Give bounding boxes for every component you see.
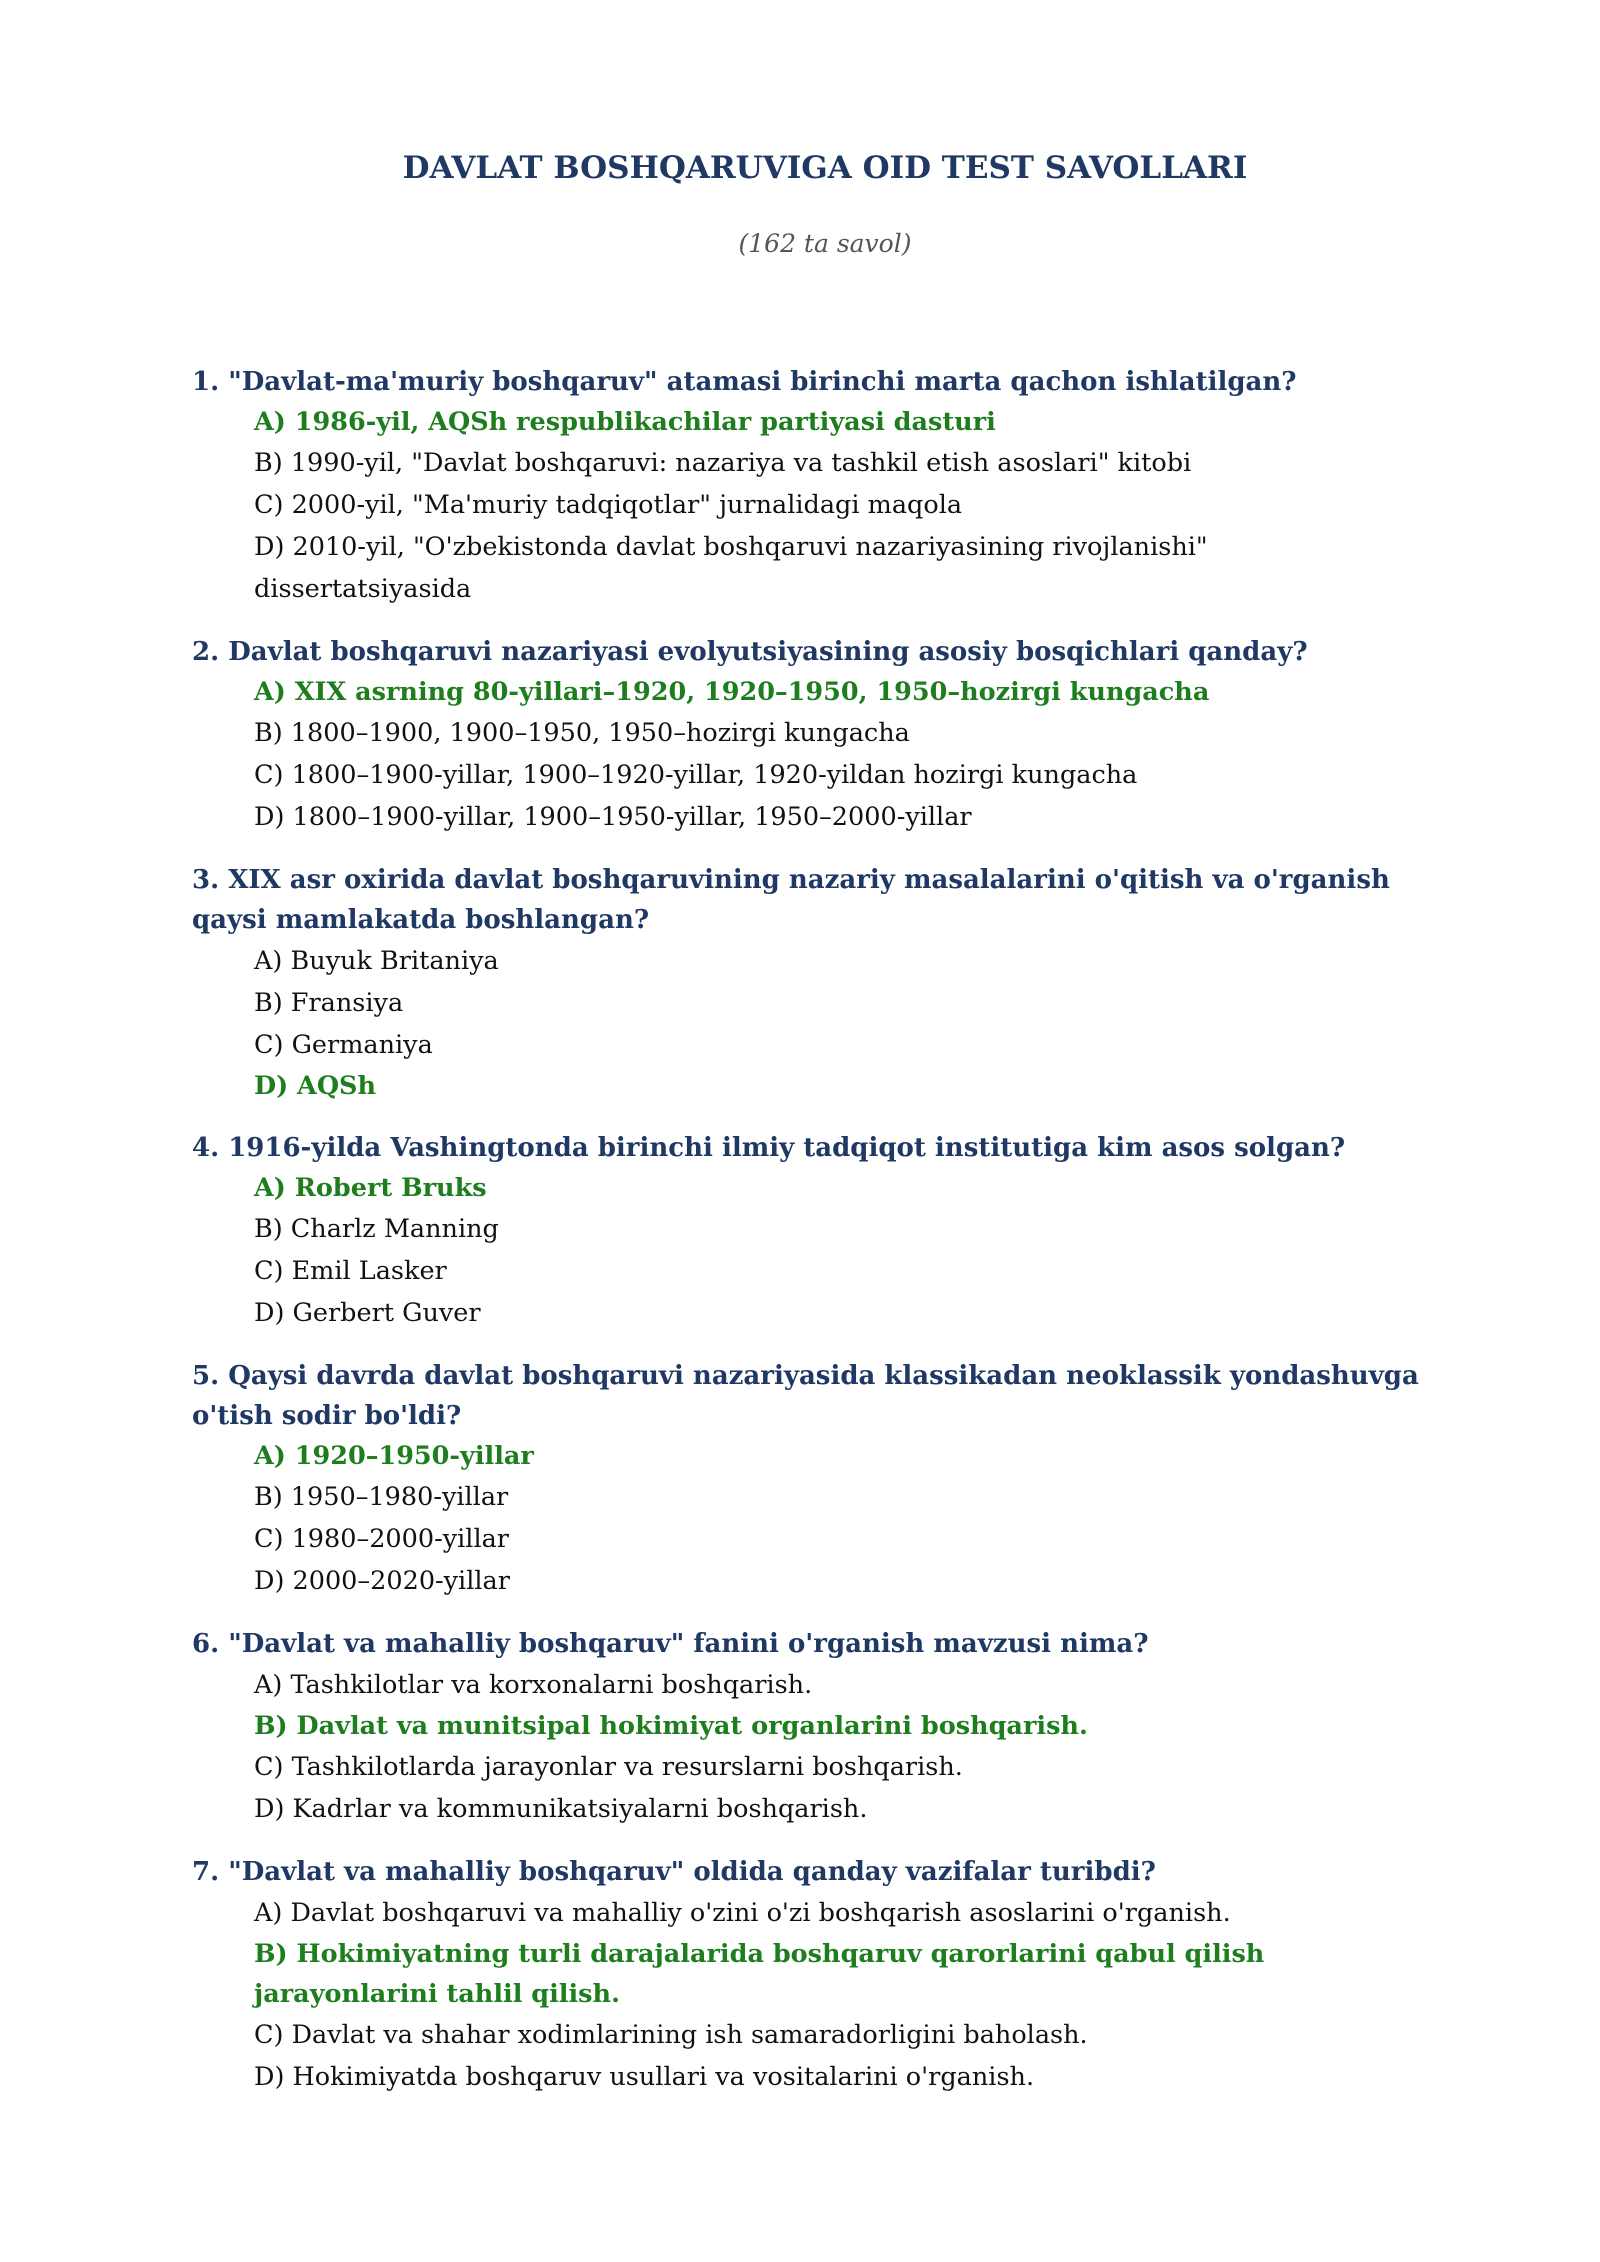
answer-options xyxy=(192,1664,1422,1830)
question-5 xyxy=(192,1356,1422,1602)
answer-option: D) 2010-yil, "O'zbekistonda davlat boshqaruvi nazariyasining rivojlanishi" dissertatsiyasida xyxy=(254,532,1208,604)
answer-options xyxy=(192,402,1422,610)
answer-option: C) 2000-yil, "Ma'muriy tadqiqotlar" jurnalidagi maqola xyxy=(254,490,963,520)
answer-option: D) Gerbert Guver xyxy=(254,1298,481,1328)
answer-option: B) Charlz Manning xyxy=(254,1214,499,1244)
answer-option: D) 2000–2020-yillar xyxy=(254,1566,510,1596)
answer-option: B) 1990-yil, "Davlat boshqaruvi: nazariya va tashkil etish asoslari" kitobi xyxy=(254,448,1192,478)
answer-option-correct: B) Hokimiyatning turli darajalarida boshqaruv qarorlarini qabul qilish jarayonlarini tahlil qilish. xyxy=(254,1939,1265,2009)
question-2 xyxy=(192,632,1422,838)
document-subtitle: (162 ta savol) xyxy=(738,229,912,258)
answer-options xyxy=(192,1892,1422,2098)
answer-option: D) Hokimiyatda boshqaruv usullari va vositalarini o'rganish. xyxy=(254,2062,1035,2092)
question-list xyxy=(192,362,1422,2120)
question-6 xyxy=(192,1624,1422,1830)
answer-option-correct: A) XIX asrning 80-yillari–1920, 1920–1950, 1950–hozirgi kungacha xyxy=(254,677,1210,707)
answer-option: B) 1950–1980-yillar xyxy=(254,1482,509,1512)
document-title: DAVLAT BOSHQARUVIGA OID TEST SAVOLLARI xyxy=(402,150,1248,186)
answer-option: D) 1800–1900-yillar, 1900–1950-yillar, 1950–2000-yillar xyxy=(254,802,972,832)
question-text: 4. 1916-yilda Vashingtonda birinchi ilmiy tadqiqot institutiga kim asos solgan? xyxy=(192,1133,1346,1163)
question-7 xyxy=(192,1852,1422,2098)
answer-option-correct: D) AQSh xyxy=(254,1071,377,1101)
question-text: 1. "Davlat-ma'muriy boshqaruv" atamasi birinchi marta qachon ishlatilgan? xyxy=(192,367,1297,397)
answer-option: B) 1800–1900, 1900–1950, 1950–hozirgi kungacha xyxy=(254,718,910,748)
answer-option: C) Davlat va shahar xodimlarining ish samaradorligini baholash. xyxy=(254,2020,1088,2050)
question-text: 6. "Davlat va mahalliy boshqaruv" fanini o'rganish mavzusi nima? xyxy=(192,1629,1149,1659)
answer-option: C) Germaniya xyxy=(254,1030,433,1060)
answer-option: C) 1800–1900-yillar, 1900–1920-yillar, 1920-yildan hozirgi kungacha xyxy=(254,760,1138,790)
question-text: 5. Qaysi davrda davlat boshqaruvi nazariyasida klassikadan neoklassik yondashuvga o'tish sodir bo'ldi? xyxy=(192,1361,1419,1431)
question-1 xyxy=(192,362,1422,610)
answer-option: C) Emil Lasker xyxy=(254,1256,447,1286)
answer-option: A) Buyuk Britaniya xyxy=(254,946,499,976)
question-4 xyxy=(192,1128,1422,1334)
answer-option: C) Tashkilotlarda jarayonlar va resurslarni boshqarish. xyxy=(254,1752,963,1782)
answer-option: D) Kadrlar va kommunikatsiyalarni boshqarish. xyxy=(254,1794,868,1824)
answer-option: A) Tashkilotlar va korxonalarni boshqarish. xyxy=(254,1670,813,1700)
question-3 xyxy=(192,860,1422,1106)
answer-option-correct: A) 1986-yil, AQSh respublikachilar partiyasi dasturi xyxy=(254,407,996,437)
answer-options xyxy=(192,672,1422,838)
answer-options xyxy=(192,1436,1422,1602)
answer-option-correct: B) Davlat va munitsipal hokimiyat organlarini boshqarish. xyxy=(254,1711,1088,1741)
answer-option: B) Fransiya xyxy=(254,988,404,1018)
answer-option: C) 1980–2000-yillar xyxy=(254,1524,509,1554)
answer-options xyxy=(192,940,1422,1106)
answer-options xyxy=(192,1168,1422,1334)
answer-option-correct: A) 1920–1950-yillar xyxy=(254,1441,534,1471)
question-text: 3. XIX asr oxirida davlat boshqaruvining nazariy masalalarini o'qitish va o'rganish qaysi mamlakatda boshlangan? xyxy=(192,865,1390,935)
question-text: 7. "Davlat va mahalliy boshqaruv" oldida qanday vazifalar turibdi? xyxy=(192,1857,1156,1887)
answer-option-correct: A) Robert Bruks xyxy=(254,1173,487,1203)
answer-option: A) Davlat boshqaruvi va mahalliy o'zini o'zi boshqarish asoslarini o'rganish. xyxy=(254,1898,1231,1928)
question-text: 2. Davlat boshqaruvi nazariyasi evolyutsiyasining asosiy bosqichlari qanday? xyxy=(192,637,1308,667)
